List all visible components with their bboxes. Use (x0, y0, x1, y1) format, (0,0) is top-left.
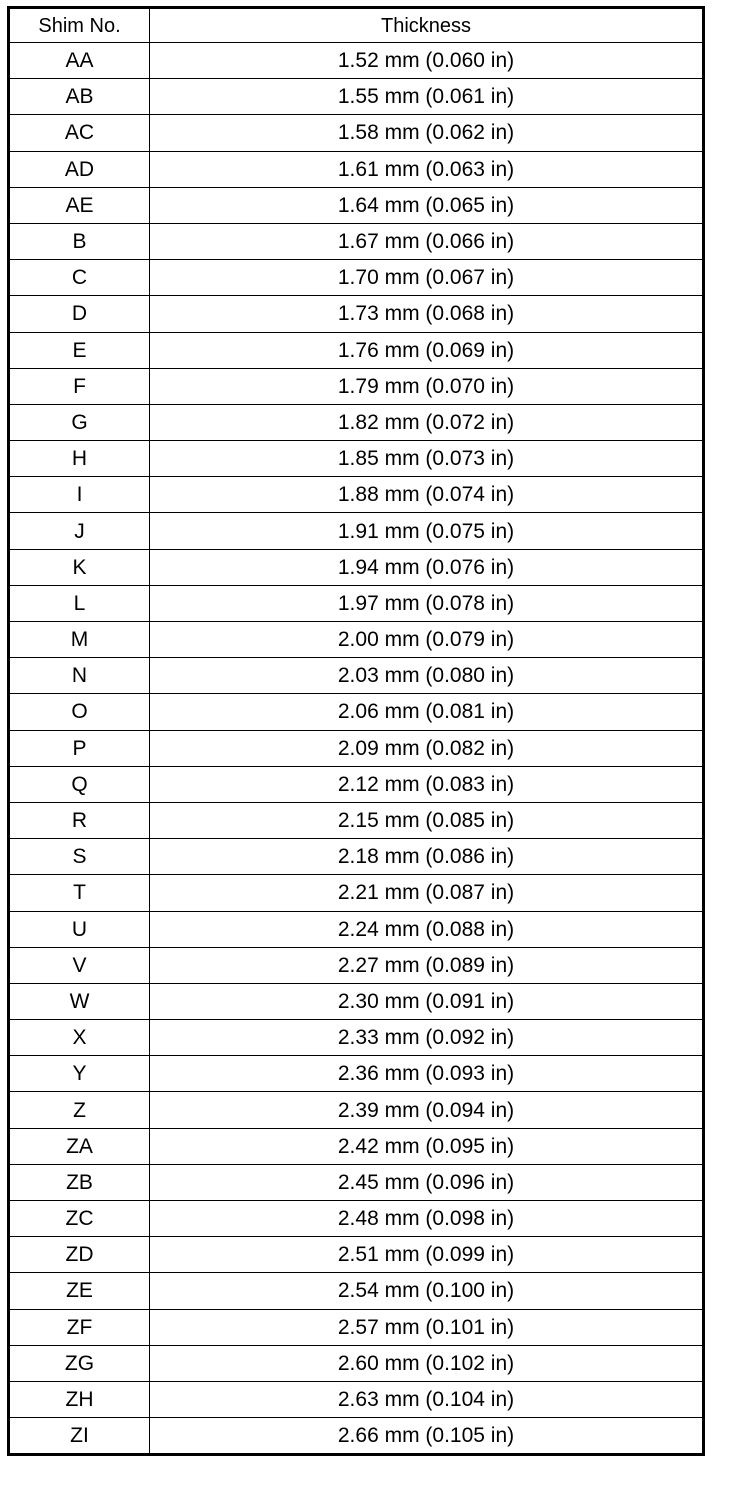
thickness-cell: 1.73 mm (0.068 in) (150, 296, 704, 332)
shim-no-cell: R (9, 802, 150, 838)
table-row (9, 1020, 704, 1056)
table-row (9, 947, 704, 983)
shim-no-cell: F (9, 368, 150, 404)
table-row (9, 477, 704, 513)
table-row (9, 187, 704, 223)
thickness-cell: 2.09 mm (0.082 in) (150, 730, 704, 766)
shim-no-cell: AC (9, 115, 150, 151)
shim-no-cell: E (9, 332, 150, 368)
thickness-cell: 2.03 mm (0.080 in) (150, 658, 704, 694)
thickness-cell: 2.15 mm (0.085 in) (150, 802, 704, 838)
table-row (9, 1345, 704, 1381)
thickness-cell: 1.85 mm (0.073 in) (150, 441, 704, 477)
shim-no-cell: ZI (9, 1418, 150, 1455)
table-row (9, 260, 704, 296)
table-row (9, 1273, 704, 1309)
shim-no-cell: ZE (9, 1273, 150, 1309)
table-row (9, 730, 704, 766)
shim-no-cell: AA (9, 43, 150, 79)
thickness-cell: 1.97 mm (0.078 in) (150, 585, 704, 621)
shim-no-cell: ZH (9, 1381, 150, 1417)
thickness-cell: 2.48 mm (0.098 in) (150, 1201, 704, 1237)
shim-no-cell: W (9, 983, 150, 1019)
table-row (9, 1418, 704, 1455)
table-row (9, 1164, 704, 1200)
shim-no-cell: B (9, 223, 150, 259)
table-row (9, 404, 704, 440)
shim-no-cell: U (9, 911, 150, 947)
table-body (9, 43, 704, 1455)
table-row (9, 658, 704, 694)
table-row (9, 79, 704, 115)
shim-no-cell: ZC (9, 1201, 150, 1237)
thickness-cell: 1.88 mm (0.074 in) (150, 477, 704, 513)
shim-no-cell: Z (9, 1092, 150, 1128)
thickness-cell: 2.33 mm (0.092 in) (150, 1020, 704, 1056)
thickness-cell: 2.51 mm (0.099 in) (150, 1237, 704, 1273)
thickness-cell: 1.82 mm (0.072 in) (150, 404, 704, 440)
table-row (9, 296, 704, 332)
shim-no-cell: L (9, 585, 150, 621)
table-row (9, 911, 704, 947)
shim-no-cell: G (9, 404, 150, 440)
table-row (9, 368, 704, 404)
shim-no-cell: P (9, 730, 150, 766)
thickness-cell: 2.21 mm (0.087 in) (150, 875, 704, 911)
table-row (9, 1237, 704, 1273)
thickness-cell: 2.42 mm (0.095 in) (150, 1128, 704, 1164)
table-row (9, 694, 704, 730)
shim-no-cell: ZA (9, 1128, 150, 1164)
thickness-cell: 1.79 mm (0.070 in) (150, 368, 704, 404)
table-row (9, 585, 704, 621)
shim-no-cell: M (9, 622, 150, 658)
shim-no-cell: ZB (9, 1164, 150, 1200)
table-row (9, 332, 704, 368)
thickness-cell: 2.00 mm (0.079 in) (150, 622, 704, 658)
shim-no-cell: X (9, 1020, 150, 1056)
thickness-cell: 1.94 mm (0.076 in) (150, 549, 704, 585)
table-row (9, 622, 704, 658)
table-header (9, 8, 704, 43)
thickness-cell: 1.52 mm (0.060 in) (150, 43, 704, 79)
shim-no-cell: ZF (9, 1309, 150, 1345)
table-row (9, 802, 704, 838)
shim-no-cell: ZG (9, 1345, 150, 1381)
table-row (9, 1092, 704, 1128)
header-row (9, 8, 704, 43)
table-row (9, 223, 704, 259)
table-row (9, 115, 704, 151)
table-row (9, 441, 704, 477)
thickness-cell: 2.57 mm (0.101 in) (150, 1309, 704, 1345)
table-row (9, 1128, 704, 1164)
thickness-cell: 1.91 mm (0.075 in) (150, 513, 704, 549)
thickness-cell: 2.54 mm (0.100 in) (150, 1273, 704, 1309)
thickness-cell: 1.76 mm (0.069 in) (150, 332, 704, 368)
shim-no-cell: I (9, 477, 150, 513)
shim-no-cell: O (9, 694, 150, 730)
shim-no-cell: S (9, 839, 150, 875)
shim-no-cell: N (9, 658, 150, 694)
header-thickness: Thickness (150, 8, 704, 43)
thickness-cell: 2.45 mm (0.096 in) (150, 1164, 704, 1200)
table-row (9, 1381, 704, 1417)
thickness-cell: 2.36 mm (0.093 in) (150, 1056, 704, 1092)
shim-no-cell: H (9, 441, 150, 477)
thickness-cell: 2.18 mm (0.086 in) (150, 839, 704, 875)
table-row (9, 875, 704, 911)
thickness-cell: 1.70 mm (0.067 in) (150, 260, 704, 296)
shim-no-cell: AB (9, 79, 150, 115)
thickness-cell: 2.06 mm (0.081 in) (150, 694, 704, 730)
thickness-cell: 1.64 mm (0.065 in) (150, 187, 704, 223)
table-row (9, 549, 704, 585)
table-row (9, 151, 704, 187)
shim-no-cell: J (9, 513, 150, 549)
shim-no-cell: D (9, 296, 150, 332)
shim-no-cell: AE (9, 187, 150, 223)
thickness-cell: 2.63 mm (0.104 in) (150, 1381, 704, 1417)
table-row (9, 766, 704, 802)
thickness-cell: 2.60 mm (0.102 in) (150, 1345, 704, 1381)
thickness-cell: 2.39 mm (0.094 in) (150, 1092, 704, 1128)
table-row (9, 839, 704, 875)
shim-no-cell: K (9, 549, 150, 585)
table-row (9, 43, 704, 79)
thickness-cell: 2.66 mm (0.105 in) (150, 1418, 704, 1455)
shim-no-cell: C (9, 260, 150, 296)
thickness-cell: 2.12 mm (0.083 in) (150, 766, 704, 802)
thickness-cell: 2.30 mm (0.091 in) (150, 983, 704, 1019)
header-shim-no: Shim No. (9, 8, 150, 43)
thickness-cell: 1.61 mm (0.063 in) (150, 151, 704, 187)
shim-no-cell: AD (9, 151, 150, 187)
table-row (9, 1309, 704, 1345)
table-row (9, 513, 704, 549)
shim-thickness-table (7, 6, 705, 1456)
table-row (9, 1201, 704, 1237)
thickness-cell: 2.27 mm (0.089 in) (150, 947, 704, 983)
table-row (9, 1056, 704, 1092)
shim-no-cell: Q (9, 766, 150, 802)
thickness-cell: 1.67 mm (0.066 in) (150, 223, 704, 259)
thickness-cell: 2.24 mm (0.088 in) (150, 911, 704, 947)
thickness-cell: 1.55 mm (0.061 in) (150, 79, 704, 115)
thickness-cell: 1.58 mm (0.062 in) (150, 115, 704, 151)
shim-no-cell: T (9, 875, 150, 911)
table-row (9, 983, 704, 1019)
shim-no-cell: V (9, 947, 150, 983)
shim-no-cell: Y (9, 1056, 150, 1092)
shim-no-cell: ZD (9, 1237, 150, 1273)
